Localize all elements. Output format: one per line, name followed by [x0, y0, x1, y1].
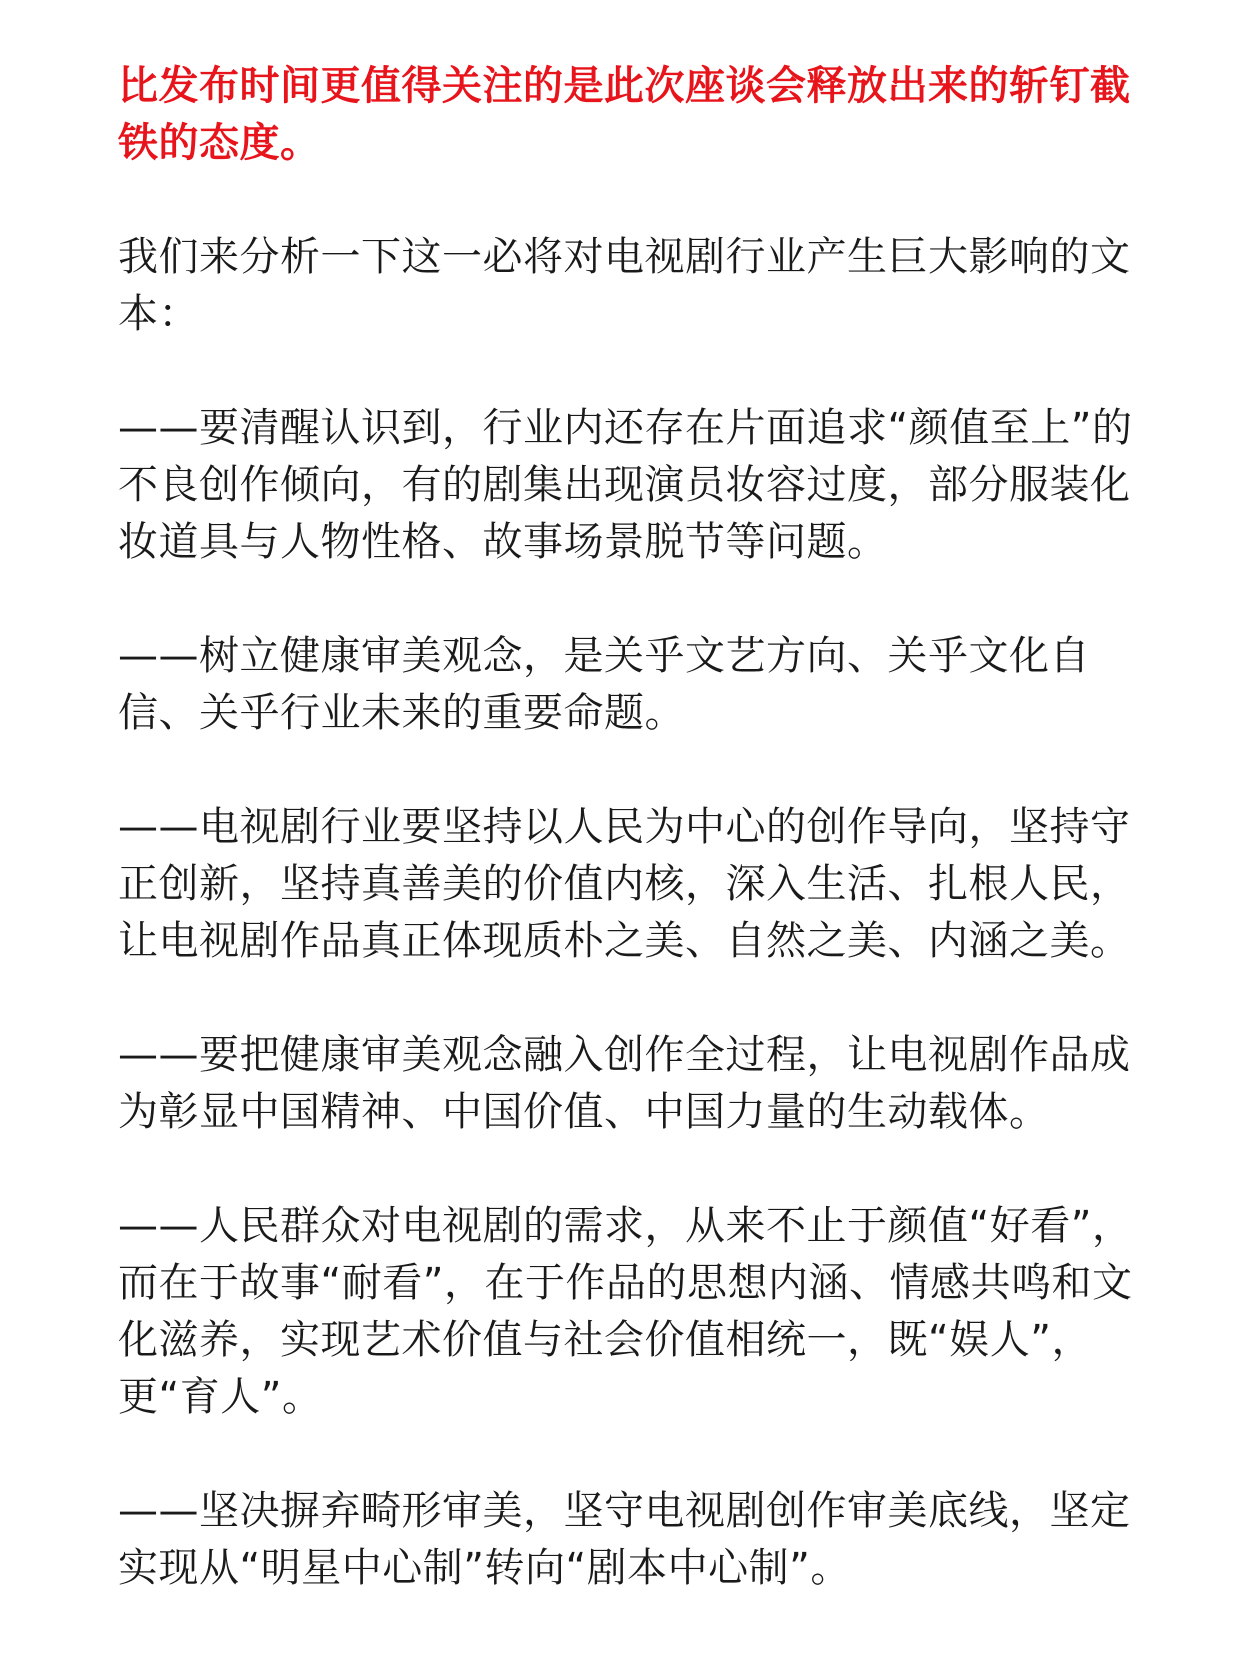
point-paragraph-5: ——人民群众对电视剧的需求，从来不止于颜值“好看”，而在于故事“耐看”，在于作品的思想内涵、情感共鸣和文化滋养，实现艺术价值与社会价值相统一，既“娱人”，更“育人”。 [118, 1203, 1133, 1420]
point-paragraph-3: ——电视剧行业要坚持以人民为中心的创作导向，坚持守正创新，坚持真善美的价值内核，深入生活、扎根人民，让电视剧作品真正体现质朴之美、自然之美、内涵之美。 [118, 804, 1131, 964]
article [118, 58, 1138, 1597]
point-paragraph-1: ——要清醒认识到，行业内还存在片面追求“颜值至上”的不良创作倾向，有的剧集出现演员妆容过度，部分服装化妆道具与人物性格、故事场景脱节等问题。 [118, 405, 1133, 565]
intro-paragraph: 我们来分析一下这一必将对电视剧行业产生巨大影响的文本： [118, 234, 1131, 337]
point-paragraph-6: ——坚决摒弃畸形审美，坚守电视剧创作审美底线，坚定实现从“明星中心制”转向“剧本中心制”。 [118, 1488, 1131, 1591]
headline: 比发布时间更值得关注的是此次座谈会释放出来的斩钉截铁的态度。 [118, 63, 1131, 166]
point-paragraph-4: ——要把健康审美观念融入创作全过程，让电视剧作品成为彰显中国精神、中国价值、中国力量的生动载体。 [118, 1032, 1131, 1135]
point-paragraph-2: ——树立健康审美观念，是关乎文艺方向、关乎文化自信、关乎行业未来的重要命题。 [118, 633, 1090, 736]
